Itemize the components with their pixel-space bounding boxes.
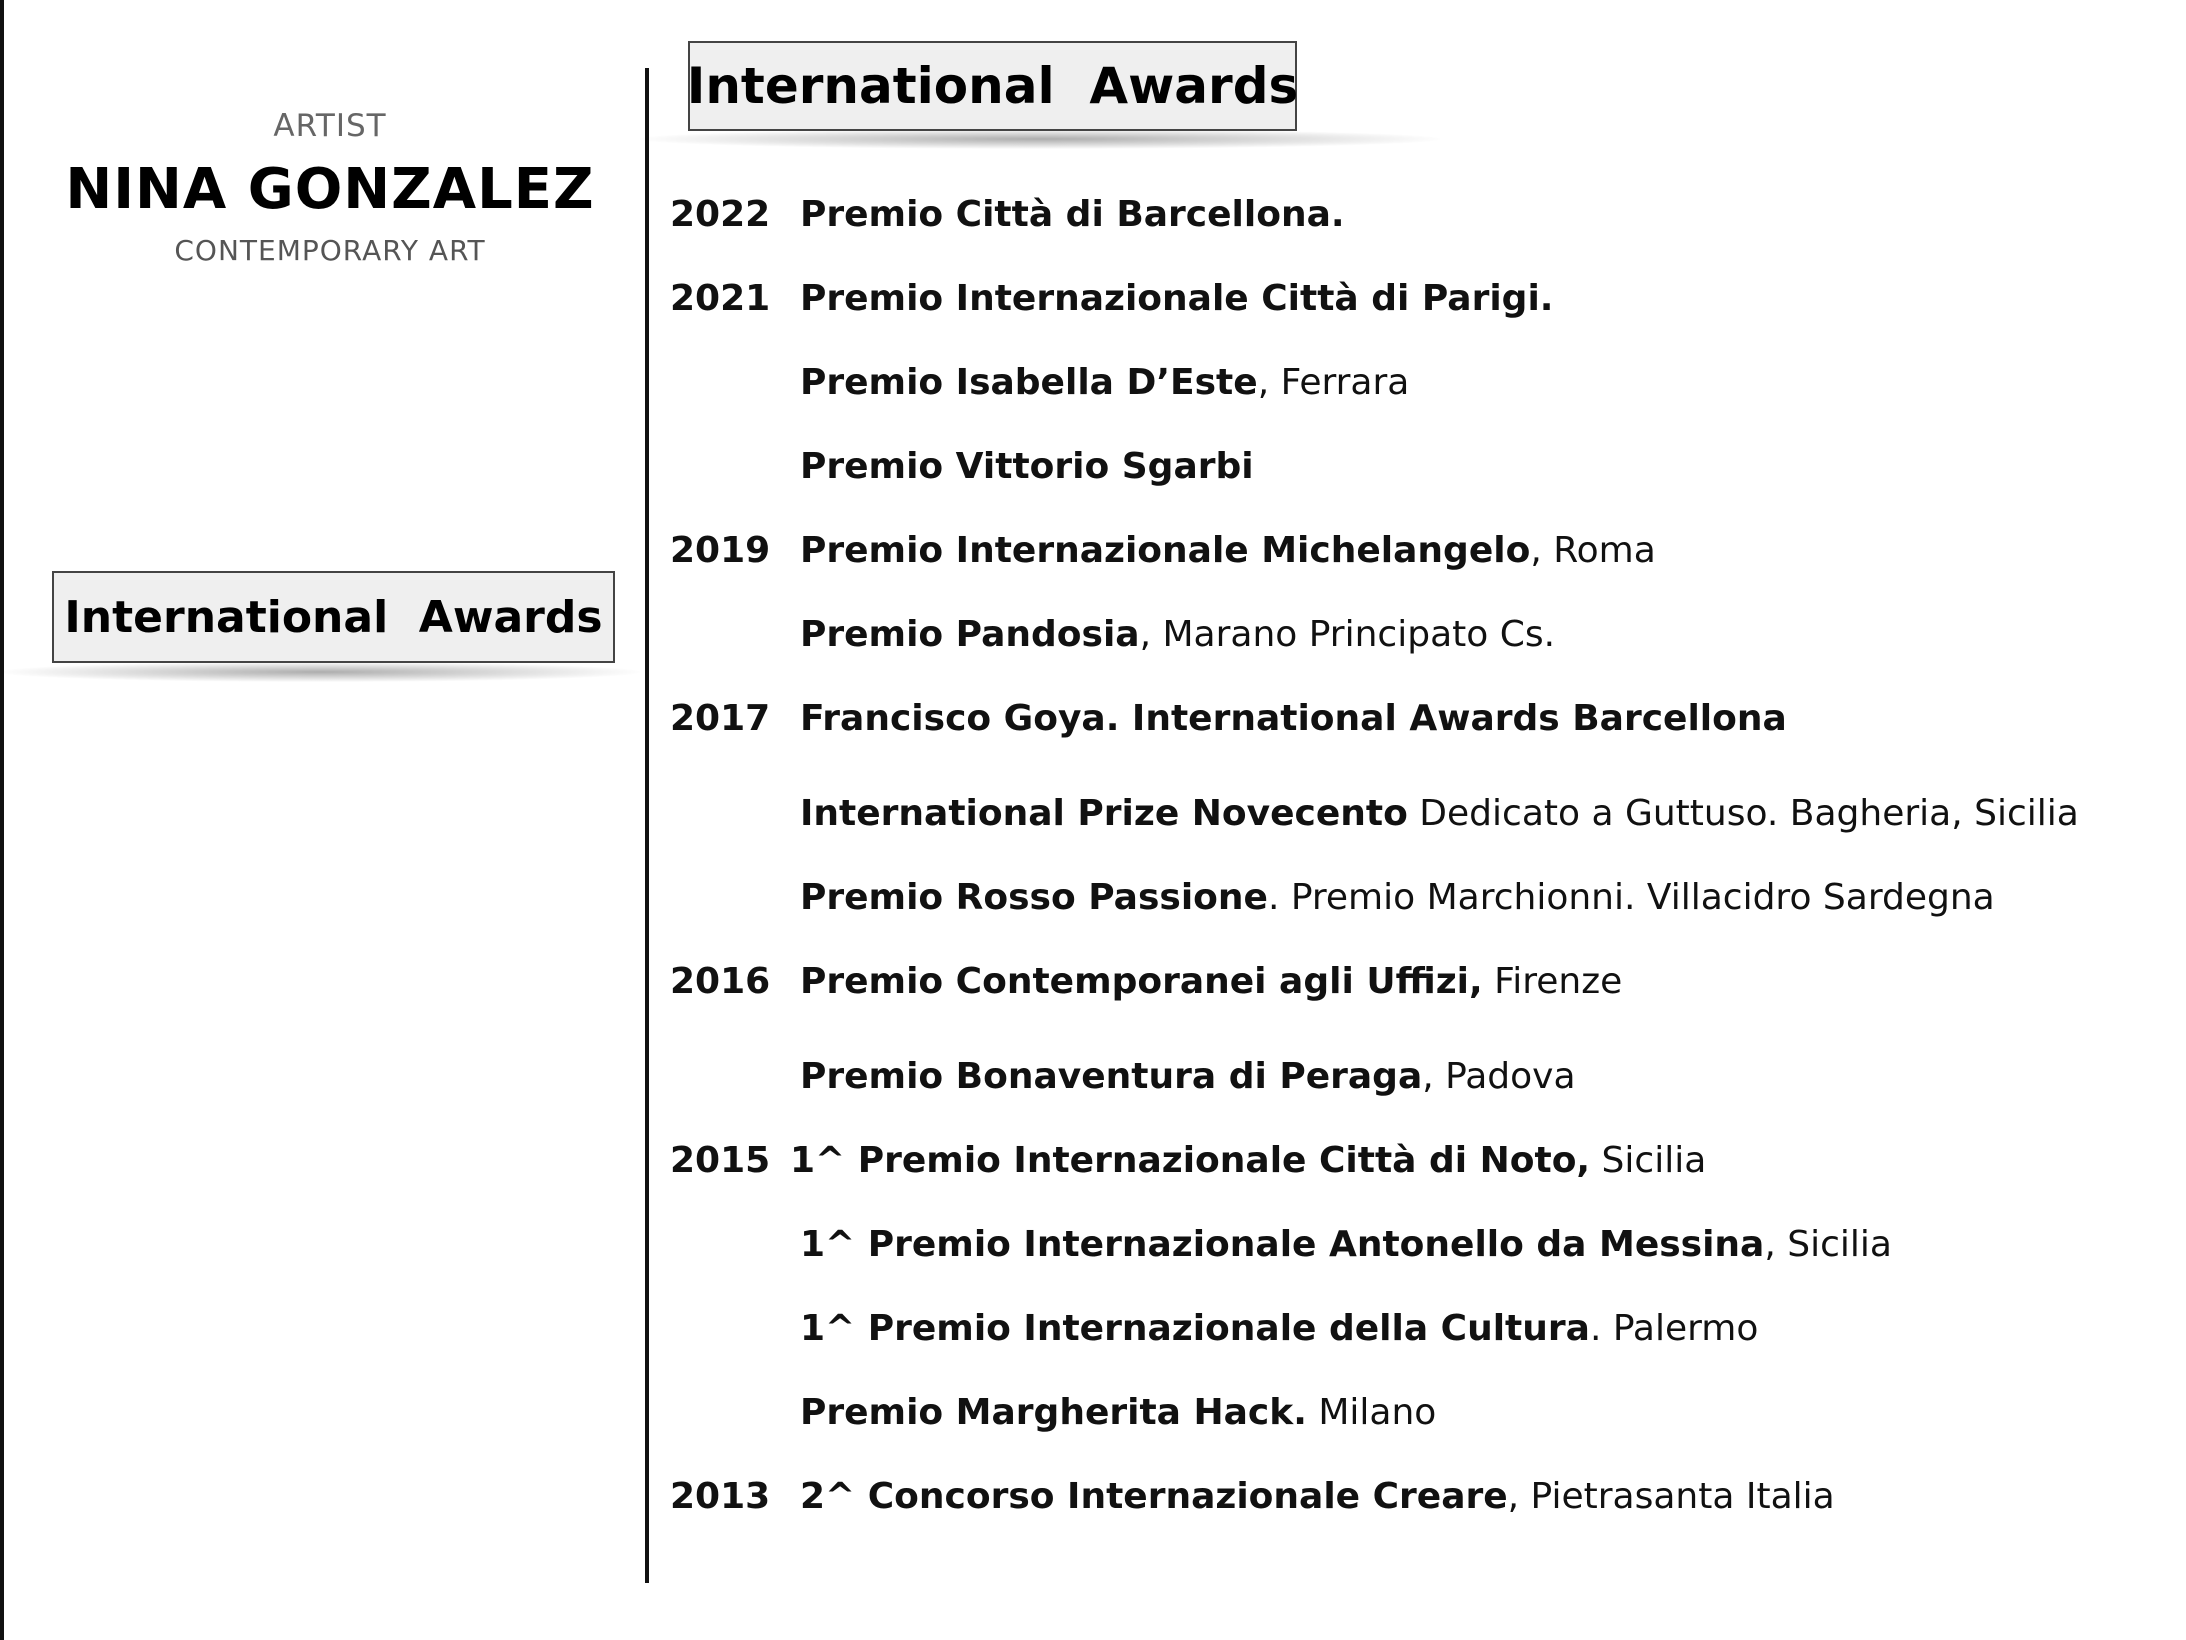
award-row (670, 610, 2170, 660)
award-entry (800, 873, 1995, 923)
award-title: 1^ Premio Internazionale della Cultura (800, 1308, 1590, 1349)
award-year: 2015 (670, 1140, 771, 1181)
award-title: Premio Isabella D’Este (800, 362, 1258, 403)
award-year: 2013 (670, 1476, 771, 1517)
page-left-edge-rule (0, 0, 4, 1640)
award-title: Premio Pandosia (800, 614, 1140, 655)
award-title: Premio Rosso Passione (800, 877, 1268, 918)
award-row (670, 873, 2170, 923)
award-row (670, 957, 2170, 1007)
award-year: 2016 (670, 961, 771, 1002)
award-row (670, 274, 2170, 324)
award-entry (800, 1220, 1892, 1270)
award-entry (800, 1472, 1835, 1522)
award-title: 2^ Concorso Internazionale Creare (800, 1476, 1508, 1517)
award-entry (800, 1304, 1758, 1354)
award-entry (800, 1388, 1436, 1438)
award-title: Premio Internazionale Michelangelo (800, 530, 1531, 571)
award-row (670, 1136, 2170, 1186)
artist-name: NINA GONZALEZ (65, 157, 595, 222)
award-row (670, 526, 2170, 576)
award-year: 2017 (670, 698, 771, 739)
award-detail: Sicilia (1590, 1140, 1707, 1181)
award-entry (800, 358, 1409, 408)
header-badge: International Awards (688, 41, 1297, 131)
award-entry (800, 1052, 1576, 1102)
award-entry (800, 190, 1345, 240)
award-detail: , Padova (1422, 1056, 1576, 1097)
award-year: 2022 (670, 194, 771, 235)
award-row (670, 358, 2170, 408)
award-entry (800, 526, 1656, 576)
award-row (670, 1304, 2170, 1354)
award-entry (800, 442, 1254, 492)
award-year: 2019 (670, 530, 771, 571)
award-year: 2021 (670, 278, 771, 319)
section-badge-shadow (0, 662, 640, 682)
award-title: International Prize Novecento (800, 793, 1408, 834)
award-row (670, 442, 2170, 492)
award-title: Premio Città di Barcellona. (800, 194, 1345, 235)
award-title: Francisco Goya. International Awards Barcellona (800, 698, 1787, 739)
award-entry (800, 957, 1622, 1007)
award-detail: , Roma (1530, 530, 1656, 571)
artist-block (20, 108, 640, 267)
award-entry (800, 274, 1553, 324)
award-title: Premio Margherita Hack. (800, 1392, 1307, 1433)
award-detail: Dedicato a Guttuso. Bagheria, Sicilia (1407, 793, 2079, 834)
award-row (670, 1052, 2170, 1102)
award-entry (800, 694, 1787, 744)
award-row (670, 1220, 2170, 1270)
award-entry (790, 1136, 1706, 1186)
award-title: Premio Contemporanei agli Uffizi, (800, 961, 1483, 1002)
section-badge: International Awards (52, 571, 615, 663)
award-detail: . Premio Marchionni. Villacidro Sardegna (1267, 877, 1995, 918)
award-detail: , Marano Principato Cs. (1139, 614, 1556, 655)
artist-field: CONTEMPORARY ART (174, 234, 486, 267)
award-row (670, 190, 2170, 240)
award-detail: Firenze (1482, 961, 1623, 1002)
award-row (670, 1388, 2170, 1438)
award-title: Premio Vittorio Sgarbi (800, 446, 1254, 487)
award-title: Premio Bonaventura di Peraga (800, 1056, 1423, 1097)
award-row (670, 694, 2170, 744)
award-title: Premio Internazionale Città di Parigi. (800, 278, 1554, 319)
award-row (670, 789, 2170, 839)
award-row (670, 1472, 2170, 1522)
award-detail: . Palermo (1589, 1308, 1759, 1349)
award-detail: , Pietrasanta Italia (1507, 1476, 1835, 1517)
award-list (670, 0, 2170, 1640)
award-entry (800, 610, 1555, 660)
award-detail: Milano (1306, 1392, 1437, 1433)
award-detail: , Sicilia (1764, 1224, 1892, 1265)
award-entry (800, 789, 2079, 839)
vertical-divider (645, 68, 649, 1583)
award-title: 1^ Premio Internazionale Città di Noto, (790, 1140, 1591, 1181)
award-title: 1^ Premio Internazionale Antonello da Messina (800, 1224, 1765, 1265)
artist-role: ARTIST (273, 108, 387, 144)
award-detail: , Ferrara (1257, 362, 1410, 403)
